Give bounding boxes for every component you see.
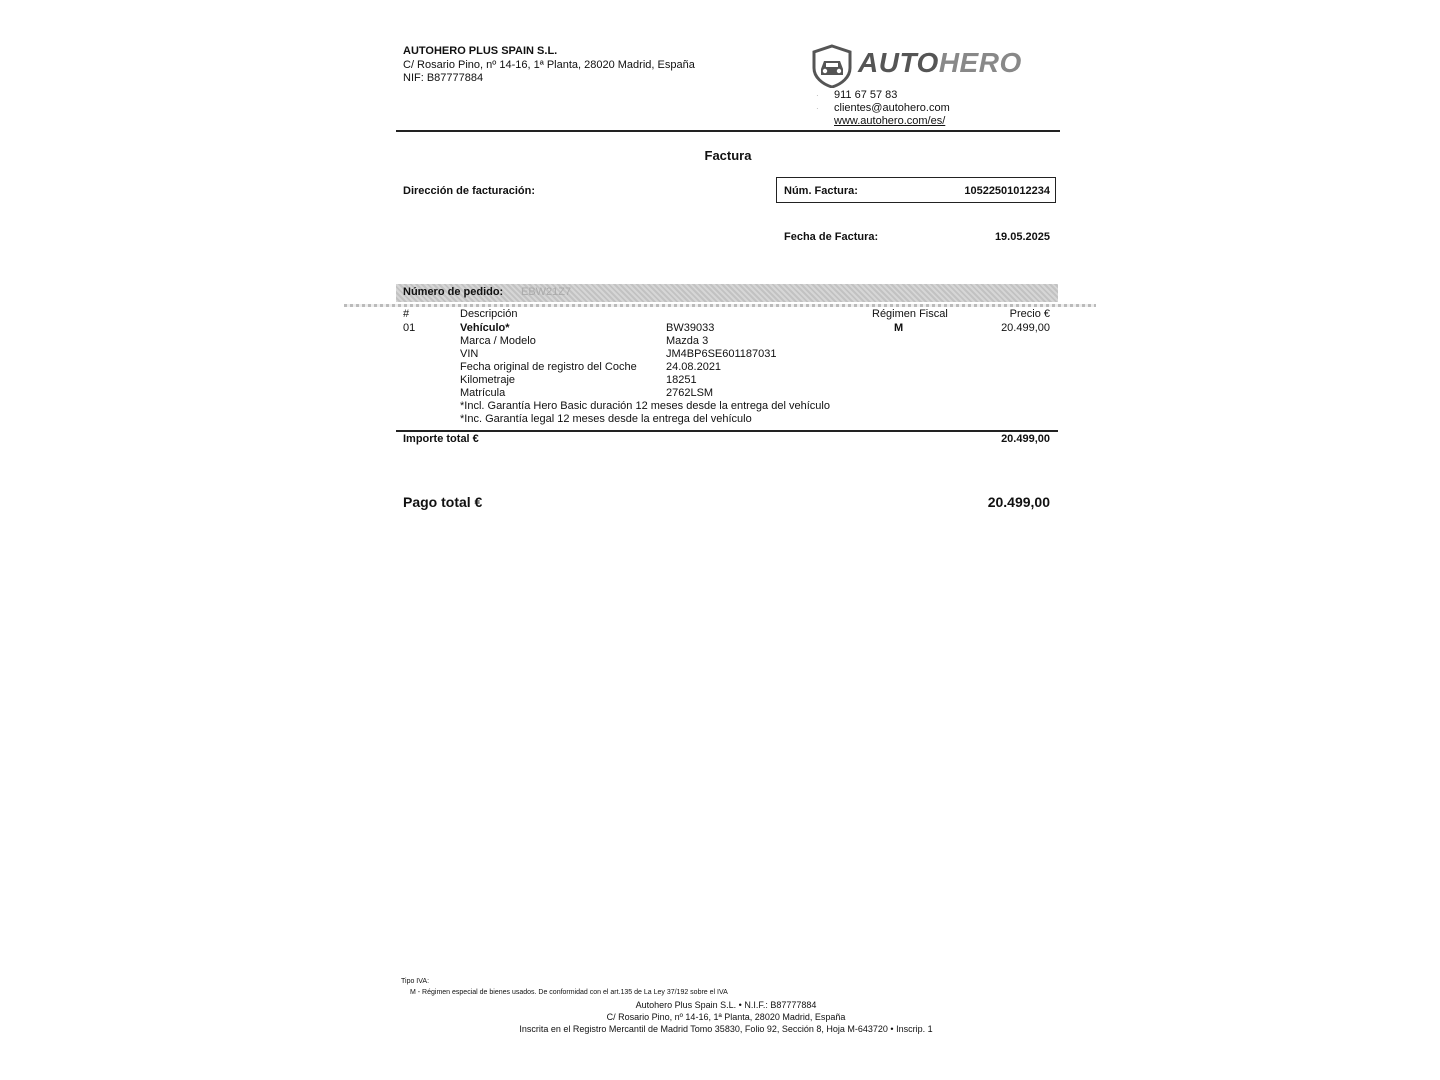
column-header-fiscal-regime: Régimen Fiscal xyxy=(872,308,948,320)
invoice-date-value: 19.05.2025 xyxy=(994,231,1050,243)
invoice-number-label: Núm. Factura: xyxy=(784,185,858,197)
item-number: 01 xyxy=(403,322,416,334)
detail-value: JM4BP6SE601187031 xyxy=(666,348,777,360)
scan-artifact-divider xyxy=(344,304,1096,307)
column-header-price: Precio € xyxy=(1009,308,1050,320)
company-address: C/ Rosario Pino, nº 14-16, 1ª Planta, 28020 Madrid, España xyxy=(403,59,695,71)
order-number-value: EBW21Z7 xyxy=(521,286,572,298)
detail-label: Marca / Modelo xyxy=(460,335,536,347)
billing-address-label: Dirección de facturación: xyxy=(403,185,536,197)
column-header-description: Descripción xyxy=(460,308,518,320)
detail-value: 24.08.2021 xyxy=(666,361,722,373)
item-title: Vehículo* xyxy=(460,322,510,334)
contact-phone: 911 67 57 83 xyxy=(834,89,898,101)
grand-total-value: 20.499,00 xyxy=(987,494,1050,510)
header-divider xyxy=(396,130,1060,132)
column-header-number: # xyxy=(403,308,410,320)
grand-total-label: Pago total € xyxy=(403,494,483,510)
vat-type-label: Tipo IVA: xyxy=(401,978,430,985)
contact-website-link[interactable]: www.autohero.com/es/ xyxy=(834,115,946,127)
detail-label: VIN xyxy=(460,348,479,360)
autohero-shield-logo-icon xyxy=(810,44,854,88)
warranty-note: *Inc. Garantía legal 12 meses desde la entrega del vehículo xyxy=(460,413,752,425)
footer-registry-line: Inscrita en el Registro Mercantil de Madrid Tomo 35830, Folio 92, Sección 8, Hoja M-643720 • Inscrip. 1 xyxy=(519,1024,933,1034)
contact-email[interactable]: clientes@autohero.com xyxy=(834,102,950,114)
phone-icon: · xyxy=(816,91,819,100)
detail-label: Fecha original de registro del Coche xyxy=(460,361,637,373)
detail-value: 2762LSM xyxy=(666,387,714,399)
document-title: Factura xyxy=(704,148,752,163)
warranty-note: *Incl. Garantía Hero Basic duración 12 meses desde la entrega del vehículo xyxy=(460,400,830,412)
footer-address-line: C/ Rosario Pino, nº 14-16, 1ª Planta, 28020 Madrid, España xyxy=(606,1012,846,1022)
totals-divider xyxy=(396,430,1058,432)
detail-label: Matrícula xyxy=(460,387,506,399)
order-number-label: Número de pedido: xyxy=(403,286,504,298)
detail-label: Kilometraje xyxy=(460,374,516,386)
detail-value: 18251 xyxy=(666,374,697,386)
detail-value: Mazda 3 xyxy=(666,335,709,347)
invoice-date-label: Fecha de Factura: xyxy=(784,231,879,243)
item-price: 20.499,00 xyxy=(1001,322,1050,334)
email-icon: · xyxy=(816,104,819,113)
subtotal-value: 20.499,00 xyxy=(1001,433,1050,445)
autohero-wordmark: AUTOHERO xyxy=(858,47,1022,78)
footer-company-line: Autohero Plus Spain S.L. • N.I.F.: B87777884 xyxy=(635,1000,817,1010)
subtotal-label: Importe total € xyxy=(403,433,479,445)
vat-note: M - Régimen especial de bienes usados. De conformidad con el art.135 de La Ley 37/192 sobre el IVA xyxy=(410,989,728,996)
item-code: BW39033 xyxy=(666,322,715,334)
invoice-number-value: 10522501012234 xyxy=(964,185,1050,197)
item-regime: M xyxy=(894,322,904,334)
company-name: AUTOHERO PLUS SPAIN S.L. xyxy=(403,45,558,57)
company-nif: NIF: B87777884 xyxy=(403,72,484,84)
